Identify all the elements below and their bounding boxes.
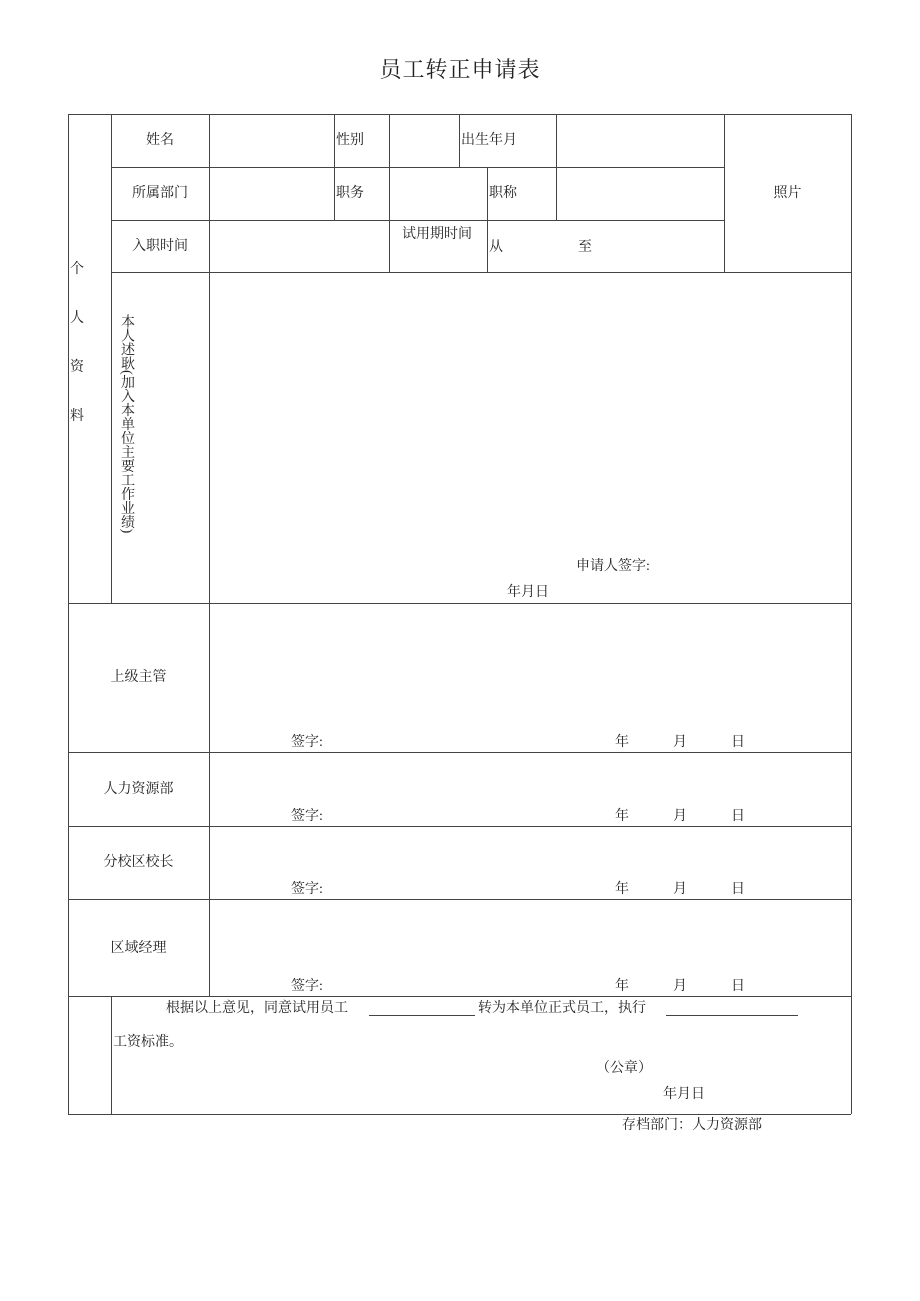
photo-placeholder: 照片 — [773, 186, 802, 201]
job-title-field[interactable] — [558, 169, 723, 219]
approval-label: 区域经理 — [110, 941, 167, 956]
decision-text-2: 工资标准。 — [113, 1035, 183, 1050]
day-label: 日 — [731, 882, 745, 897]
employee-name-blank[interactable] — [369, 1001, 475, 1016]
approval-comment-field[interactable] — [211, 901, 850, 973]
divider — [68, 899, 851, 900]
divider — [68, 603, 851, 604]
label-department: 所属部门 — [132, 186, 188, 201]
month-label: 月 — [673, 735, 687, 750]
label-from: 从 — [489, 240, 503, 255]
label-job-title: 职称 — [489, 186, 517, 201]
day-label: 日 — [731, 979, 745, 994]
applicant-signature-label: 申请人签字: — [576, 559, 650, 574]
birth-field[interactable] — [558, 116, 723, 166]
day-label: 日 — [731, 809, 745, 824]
decision-text-1b: 转为本单位正式员工，执行 — [478, 1001, 646, 1016]
year-label: 年 — [615, 882, 629, 897]
company-seal-label: （公章） — [596, 1061, 652, 1076]
divider — [68, 996, 851, 997]
section-char: 个 — [70, 262, 84, 277]
name-field[interactable] — [211, 116, 333, 166]
signature-label: 签字: — [291, 735, 323, 750]
approval-comment-field[interactable] — [211, 828, 850, 878]
label-birth: 出生年月 — [461, 133, 517, 148]
section-char: 人 — [70, 311, 84, 326]
decision-date: 年月日 — [663, 1087, 705, 1102]
label-to: 至 — [578, 240, 592, 255]
month-label: 月 — [673, 809, 687, 824]
position-field[interactable] — [391, 169, 486, 219]
month-label: 月 — [673, 979, 687, 994]
approval-label: 分校区校长 — [103, 855, 174, 870]
section-char: 资 — [70, 360, 84, 375]
label-self-report: 本人述耿(加入本单位主要工作业绩) — [119, 314, 134, 534]
form-title: 员工转正申请表 — [379, 57, 541, 82]
signature-label: 签字: — [291, 979, 323, 994]
approval-label: 人力资源部 — [103, 782, 174, 797]
department-field[interactable] — [211, 169, 333, 219]
signature-label: 签字: — [291, 809, 323, 824]
section-char: 料 — [70, 409, 84, 424]
table-border-left — [68, 114, 69, 1114]
divider — [111, 272, 851, 273]
divider — [556, 114, 557, 220]
divider — [487, 167, 488, 272]
section-label-personal — [70, 262, 84, 458]
divider — [209, 114, 210, 996]
year-label: 年 — [615, 735, 629, 750]
divider — [334, 114, 335, 220]
signature-label: 签字: — [291, 882, 323, 897]
divider — [68, 752, 851, 753]
table-border-right — [851, 114, 852, 1114]
approval-comment-field[interactable] — [211, 605, 850, 730]
month-label: 月 — [673, 882, 687, 897]
divider — [459, 114, 460, 167]
decision-text-1a: 根据以上意见，同意试用员工 — [166, 1001, 348, 1016]
self-report-field[interactable] — [211, 274, 850, 554]
gender-field[interactable] — [391, 116, 458, 166]
label-name: 姓名 — [146, 133, 174, 148]
divider — [111, 996, 112, 1114]
salary-standard-blank[interactable] — [666, 1001, 798, 1016]
day-label: 日 — [731, 735, 745, 750]
approval-label: 上级主管 — [110, 670, 167, 685]
archive-department: 存档部门：人力资源部 — [622, 1118, 762, 1133]
applicant-date: 年月日 — [507, 585, 549, 600]
table-border-bottom — [68, 1114, 851, 1115]
approval-comment-field[interactable] — [211, 754, 850, 804]
label-hire-date: 入职时间 — [132, 239, 188, 254]
divider — [389, 114, 390, 272]
label-position: 职务 — [336, 186, 364, 201]
label-gender: 性别 — [336, 133, 364, 148]
label-probation: 试用期时间 — [402, 227, 472, 242]
divider — [111, 167, 724, 168]
hire-date-field[interactable] — [211, 222, 388, 271]
divider — [68, 826, 851, 827]
year-label: 年 — [615, 809, 629, 824]
year-label: 年 — [615, 979, 629, 994]
divider — [111, 220, 724, 221]
